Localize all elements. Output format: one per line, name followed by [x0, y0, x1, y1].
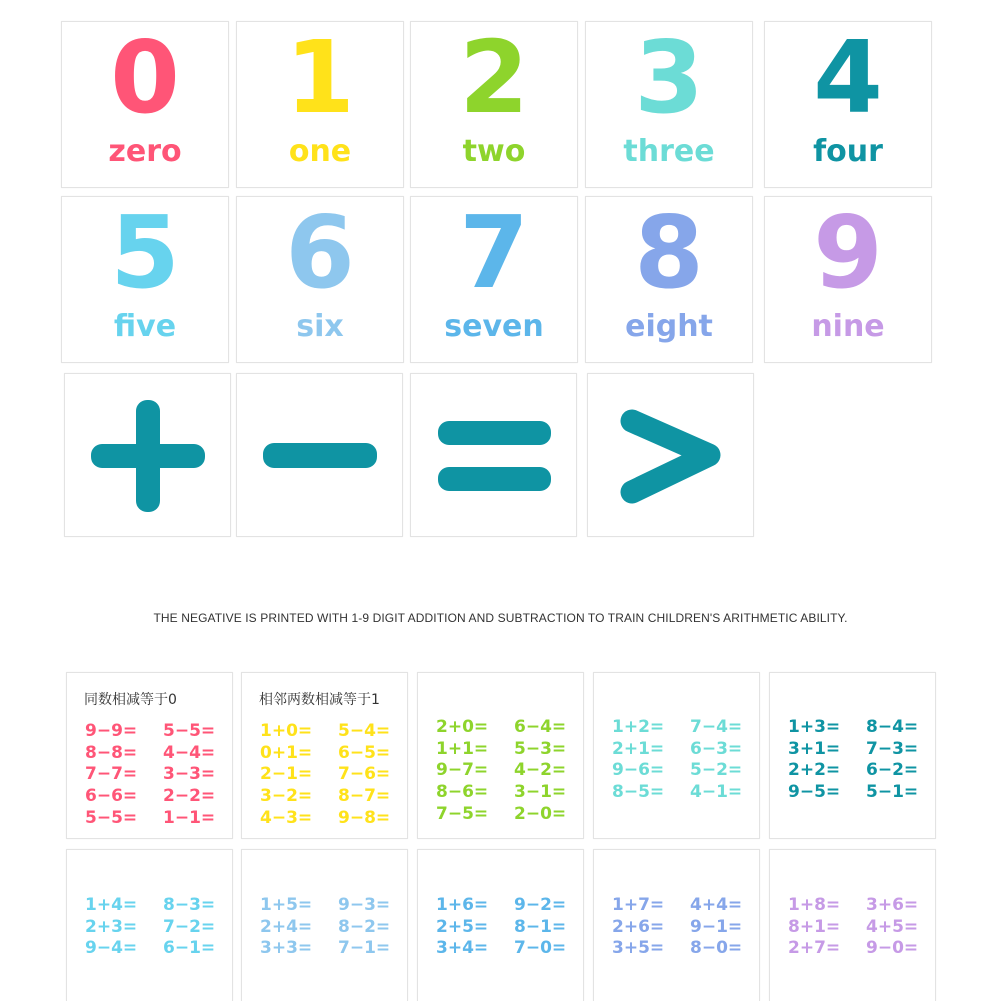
digit-word: three: [623, 134, 715, 169]
equation: 9−8=: [338, 807, 391, 828]
equation: 9−0=: [866, 938, 919, 959]
equation-card-title: 同数相减等于0: [84, 692, 177, 708]
equation-card: [769, 849, 936, 1001]
digit-numeral: 9: [813, 194, 883, 311]
equation: 3+1=: [788, 738, 841, 759]
digit-card-five: [61, 196, 229, 363]
digit-card-eight: [585, 196, 753, 363]
equation: 5−4=: [338, 721, 391, 741]
equation-card: [66, 849, 233, 1001]
equation: 1+4=: [85, 895, 138, 915]
symbol-card-minus: [236, 373, 403, 537]
equation-card-title: 相邻两数相减等于1: [259, 692, 380, 708]
equation: 9−7=: [436, 760, 489, 781]
equation: 1+6=: [436, 895, 489, 915]
greater-than-glyph: [588, 374, 755, 538]
equation: 6−3=: [690, 738, 743, 759]
digit-card-zero: [61, 21, 229, 188]
equation: 6−2=: [866, 760, 919, 781]
symbol-card-plus: [64, 373, 231, 537]
equation-card: [241, 849, 408, 1001]
equation: 5−5=: [85, 807, 138, 828]
equation: 5−5=: [163, 721, 216, 741]
equation-card: [66, 672, 233, 839]
digit-card-nine: [764, 196, 932, 363]
equation-column-2: [690, 717, 742, 804]
equation: 2+0=: [436, 717, 489, 737]
equation: 8−7=: [338, 786, 391, 807]
equation: 9−2=: [514, 895, 567, 915]
equals-top-stroke: [438, 421, 551, 445]
digit-numeral: 1: [285, 19, 355, 136]
equation: 7−5=: [436, 803, 489, 824]
equation-column-1: [85, 721, 137, 830]
equation: 3−3=: [163, 764, 216, 785]
equals-icon: [411, 374, 578, 538]
equation: 1+0=: [260, 721, 313, 741]
digit-card-three: [585, 21, 753, 188]
equation-column-2: [866, 895, 918, 960]
equation: 4−4=: [163, 742, 216, 763]
equation-column-2: [514, 895, 566, 960]
plus-icon: [65, 374, 232, 538]
digit-card-seven: [410, 196, 578, 363]
equation-column-2: [690, 895, 742, 960]
equation: 6−6=: [85, 786, 138, 807]
equation: 2−2=: [163, 786, 216, 807]
equation: 6−5=: [338, 742, 391, 763]
equation-column-1: [612, 717, 664, 804]
equation: 5−1=: [866, 782, 919, 803]
equation: 7−2=: [163, 916, 216, 937]
equation: 1+2=: [612, 717, 665, 737]
equation: 3+3=: [260, 938, 313, 959]
digit-word: one: [288, 134, 352, 169]
digit-card-six: [236, 196, 404, 363]
equation: 1+5=: [260, 895, 313, 915]
equation-column-1: [788, 895, 840, 960]
digit-word: seven: [444, 309, 544, 344]
equation: 7−0=: [514, 938, 567, 959]
equation: 0+1=: [260, 742, 313, 763]
equation: 7−3=: [866, 738, 919, 759]
equation: 9−4=: [85, 938, 138, 959]
digit-numeral: 5: [110, 194, 180, 311]
equation: 2+4=: [260, 916, 313, 937]
equation: 8−1=: [514, 916, 567, 937]
equation-column-1: [260, 721, 312, 830]
digit-word: six: [296, 309, 344, 344]
digit-numeral: 6: [285, 194, 355, 311]
equation: 9−1=: [690, 916, 743, 937]
equation-column-1: [788, 717, 840, 804]
equation: 1+3=: [788, 717, 841, 737]
equation: 1−1=: [163, 807, 216, 828]
digit-word: four: [813, 134, 883, 169]
equation: 2+5=: [436, 916, 489, 937]
digit-word: nine: [811, 309, 885, 344]
equation-column-1: [436, 895, 488, 960]
equation: 3+5=: [612, 938, 665, 959]
equals-bottom-stroke: [438, 467, 551, 491]
equation-card: [417, 849, 584, 1001]
equation: 3+6=: [866, 895, 919, 915]
equation: 6−1=: [163, 938, 216, 959]
equation-column-2: [338, 895, 390, 960]
equation: 9−3=: [338, 895, 391, 915]
symbol-card-equals: [410, 373, 577, 537]
equation: 9−9=: [85, 721, 138, 741]
digit-numeral: 2: [459, 19, 529, 136]
equation: 5−3=: [514, 738, 567, 759]
equation: 3+4=: [436, 938, 489, 959]
equation: 9−6=: [612, 760, 665, 781]
equation: 1+8=: [788, 895, 841, 915]
digit-numeral: 0: [110, 19, 180, 136]
equation: 8−3=: [163, 895, 216, 915]
plus-vertical-stroke: [136, 400, 160, 512]
equation: 2+7=: [788, 938, 841, 959]
equation: 8+1=: [788, 916, 841, 937]
equation: 6−4=: [514, 717, 567, 737]
digit-numeral: 3: [634, 19, 704, 136]
digit-numeral: 4: [813, 19, 883, 136]
equation-card: [769, 672, 936, 839]
equation: 2−0=: [514, 803, 567, 824]
equation: 9−5=: [788, 782, 841, 803]
equation-column-1: [612, 895, 664, 960]
equation-card: [417, 672, 584, 839]
equation-column-1: [260, 895, 312, 960]
equation: 7−7=: [85, 764, 138, 785]
equation: 8−6=: [436, 782, 489, 803]
greater-than-icon: [588, 374, 755, 538]
equation: 8−5=: [612, 782, 665, 803]
minus-icon: [237, 374, 404, 538]
equation: 2+6=: [612, 916, 665, 937]
equation: 4−1=: [690, 782, 743, 803]
equation: 1+1=: [436, 738, 489, 759]
digit-word: two: [462, 134, 526, 169]
equation: 3−1=: [514, 782, 567, 803]
equation: 1+7=: [612, 895, 665, 915]
equation-column-1: [436, 717, 488, 826]
equation-column-2: [866, 717, 918, 804]
equation: 4−2=: [514, 760, 567, 781]
equation: 2+2=: [788, 760, 841, 781]
equation-column-2: [338, 721, 390, 830]
digit-word: five: [113, 309, 177, 344]
digit-card-four: [764, 21, 932, 188]
equation-column-2: [163, 721, 215, 830]
equation: 8−0=: [690, 938, 743, 959]
digit-numeral: 7: [459, 194, 529, 311]
symbol-card-greater-than: [587, 373, 754, 537]
minus-stroke: [263, 443, 377, 468]
equation: 4+5=: [866, 916, 919, 937]
equation: 4+4=: [690, 895, 743, 915]
equation-card: [241, 672, 408, 839]
equation: 8−2=: [338, 916, 391, 937]
equation: 2−1=: [260, 764, 313, 785]
equation-column-2: [514, 717, 566, 826]
equation-column-2: [163, 895, 215, 960]
equation: 8−4=: [866, 717, 919, 737]
equation: 2+3=: [85, 916, 138, 937]
equation: 7−6=: [338, 764, 391, 785]
equation: 2+1=: [612, 738, 665, 759]
caption-text: THE NEGATIVE IS PRINTED WITH 1-9 DIGIT ADDITION AND SUBTRACTION TO TRAIN CHILDREN'S ARITHMETIC ABILITY.: [153, 611, 848, 625]
digit-card-two: [410, 21, 578, 188]
equation: 4−3=: [260, 807, 313, 828]
digit-numeral: 8: [634, 194, 704, 311]
equation: 5−2=: [690, 760, 743, 781]
equation-card: [593, 849, 760, 1001]
equation: 3−2=: [260, 786, 313, 807]
equation: 8−8=: [85, 742, 138, 763]
equation: 7−4=: [690, 717, 743, 737]
digit-card-one: [236, 21, 404, 188]
digit-word: zero: [108, 134, 182, 169]
equation: 7−1=: [338, 938, 391, 959]
equation-column-1: [85, 895, 137, 960]
equation-card: [593, 672, 760, 839]
digit-word: eight: [625, 309, 713, 344]
